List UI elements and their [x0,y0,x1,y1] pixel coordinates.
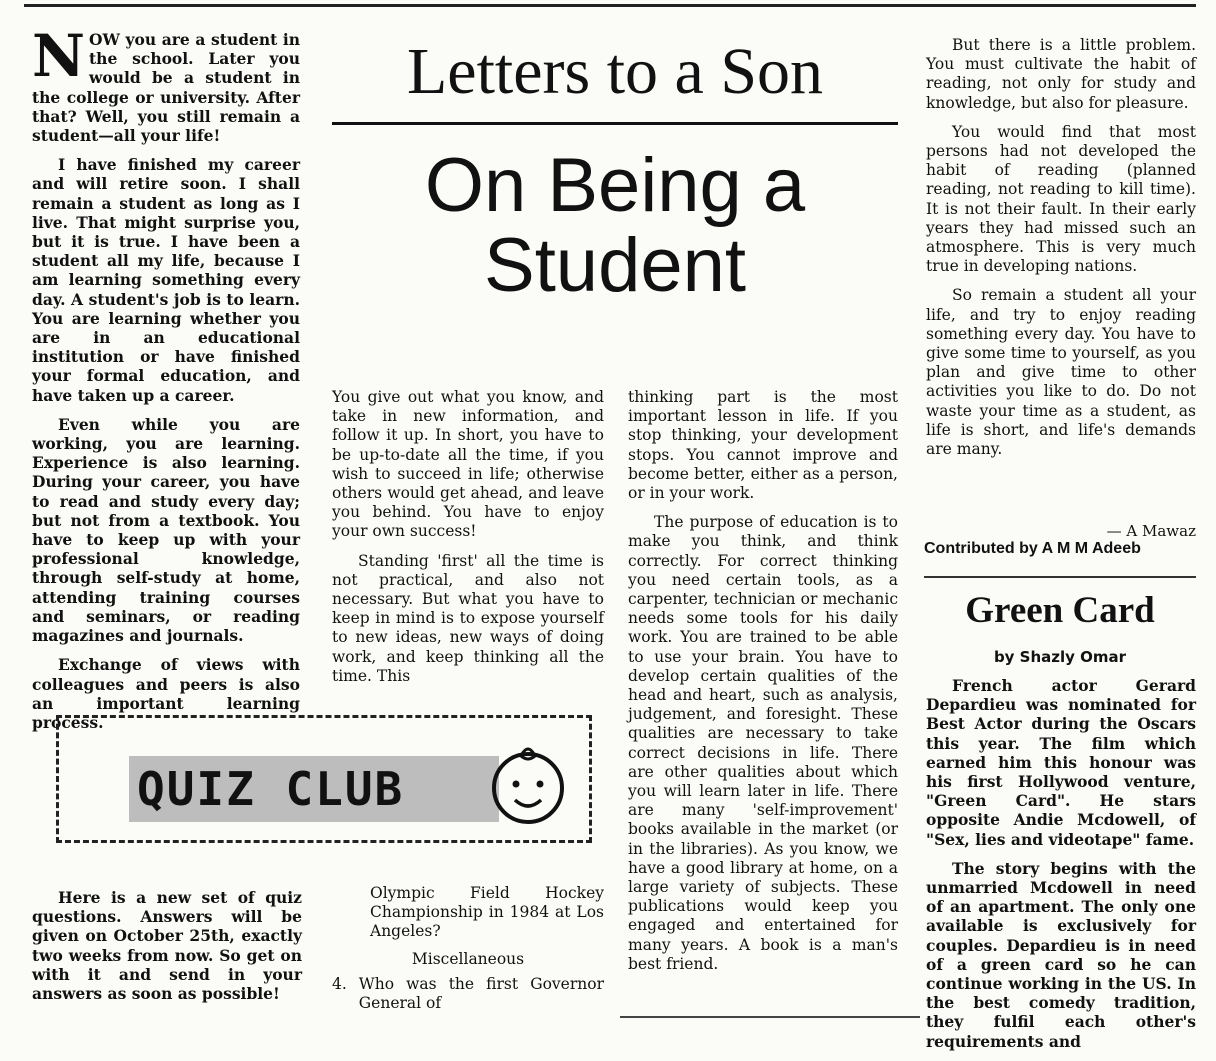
question-number: 4. [332,974,347,993]
paragraph: The purpose of education is to make you think, and think correctly. For correct thinking you need certain tools, as a carpenter, technician or mechanic needs some tools for his daily work. You are trained to be able to use your brain. You have to develop certain qualities of the head and heart, such as analysis, judgement, and foresight. These qualities are necessary to take correct decisions in life. There are other qualities about which you will learn later in life. There are many 'self-improvement' books available in the market (or in the libraries). As you know, we have a good library at home, on a large variety of subjects. These publications would keep you engaged and entertained for many years. A book is a man's best friend. [628,513,898,973]
contributor-credit: Contributed by A M M Adeeb [924,540,1141,557]
paragraph: You give out what you know, and take in new information, and follow it up. In short, you have to be up-to-date all the time, if you wish to succeed in life; otherwise others would get ahead, and leave you behind. You have to enjoy your own success! [332,388,604,541]
drop-cap: N [32,22,86,90]
series-title: Letters to a Son [406,35,824,108]
smiley-face-icon [487,740,569,826]
section-rule [924,576,1196,578]
paragraph: Even while you are working, you are learning. Experience is also learning. During your career, you have to read and study every day; but not from a textbook. You have to keep up with your professional knowledge, through self-study at home, attending training courses and seminars, or reading magazines and journals. [32,414,300,646]
quiz-section-heading: Miscellaneous [411,949,525,968]
top-rule [24,4,1196,7]
article-title: On Being a Student [424,143,806,308]
question-continued: Olympic Field Hockey Championship in 1984 at Los Angeles? [370,884,604,941]
author-signature: — A Mawaz [1106,522,1196,540]
quiz-questions [332,884,604,1013]
quiz-intro [32,888,302,1013]
question-text: Who was the first Governor General of [358,974,604,1013]
paragraph: You would find that most persons had not developed the habit of reading (planned reading, not reading to kill time). It is not their fault. In their early years they had missed such an atmosphere. This is very much true in developing nations. [926,122,1196,276]
paragraph: French actor Gerard Depardieu was nominated for Best Actor during the Oscars this year. The film which earned him this honour was his first Hollywood venture, "Green Card". He stars opposite Andie Mcdowell, of "Sex, lies and videotape" fame. [926,676,1196,849]
quiz-question-4 [332,975,604,1013]
quiz-club-banner [56,715,592,843]
column-4 [926,36,1196,469]
quiz-club-logo-text: QUIZ CLUB [129,756,499,822]
paragraph: Standing 'first' all the time is not practical, and also not necessary. But what you have to keep in mind is to expose yourself to new ideas, new ways of doing work, and keep thinking all the time. This [332,551,604,685]
paragraph: I have finished my career and will retire soon. I shall remain a student as long as I live. That might surprise you, but it is true. I have been a student all my life, because I am learning something every day. A student's job is to learn. You are learning whether you are in an educational institution or have finished your formal education, and have taken up a career. [32,155,300,405]
paragraph: But there is a little problem. You must cultivate the habit of reading, not only for study and knowledge, but also for pleasure. [926,36,1196,112]
paragraph: thinking part is the most important lesson in life. If you stop thinking, your development stops. You cannot improve and become better, either as a person, or in your work. [628,388,898,503]
column-rule [620,1016,920,1018]
headline-rule [332,122,898,125]
column-2 [332,388,604,696]
paragraph: Here is a new set of quiz questions. Answers will be given on October 25th, exactly two weeks from now. So get on with it and send in your answers as soon as possible! [32,888,302,1004]
column-3 [628,388,898,984]
green-card-title: Green Card [965,590,1155,631]
green-card-body [926,676,1196,1061]
paragraph: So remain a student all your life, and try to enjoy reading something every day. You have to give some time to yourself, as you plan and give time to other activities you like to do. Do not waste your time as a student, as life is short, and life's demands are many. [926,286,1196,459]
green-card-byline: by Shazly Omar [993,648,1127,666]
column-1 [32,22,300,742]
paragraph: The story begins with the unmarried Mcdowell in need of an apartment. The only one available is exclusively for couples. Depardieu is in need of a green card so he can continue working in the US. In the best comedy tradition, they fulfil each other's requirements and [926,858,1196,1051]
paragraph: NOW you are a student in the school. Later you would be a student in the college or university. After that? Well, you still remain a student—all your life! [32,22,300,146]
paragraph: Exchange of views with colleagues and peers is also an important learning process. [32,655,300,732]
